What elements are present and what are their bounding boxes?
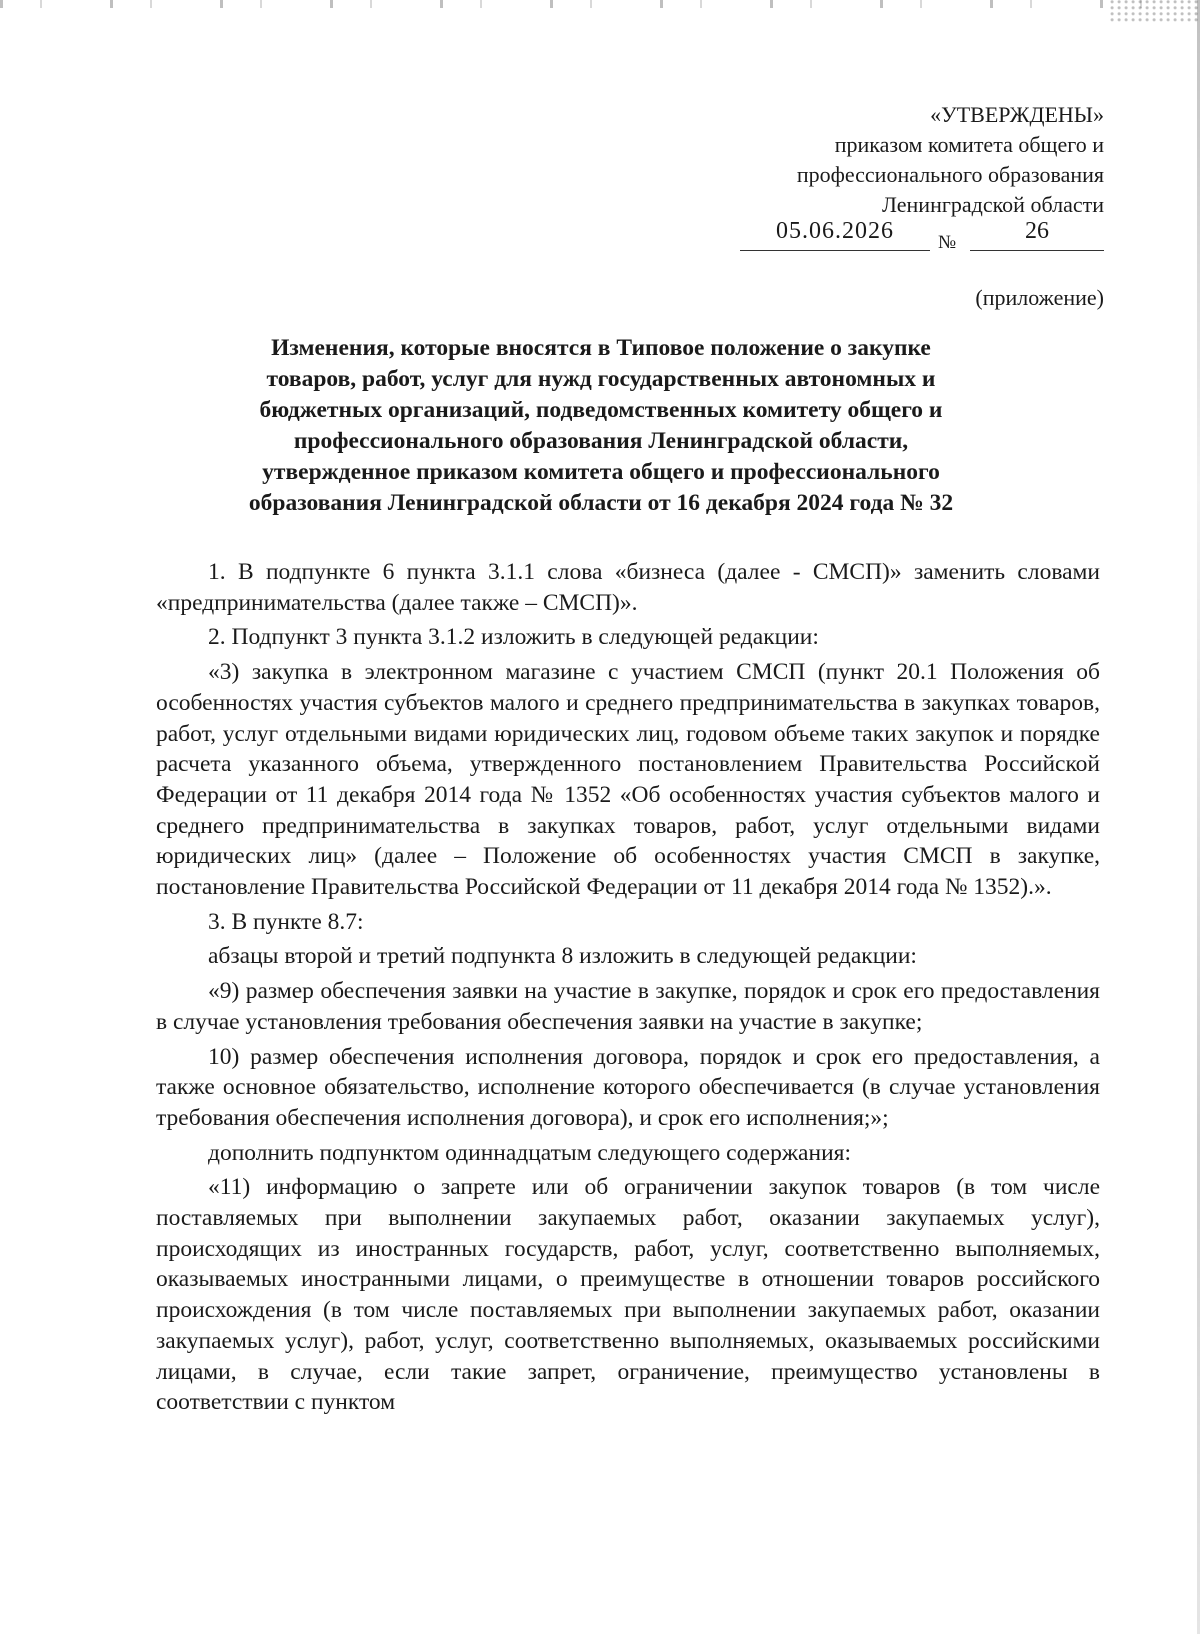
paragraph: абзацы второй и третий подпункта 8 изложить в следующей редакции: [208, 943, 917, 970]
title-line: утвержденное приказом комитета общего и профессионального [262, 459, 940, 485]
paragraph: дополнить подпунктом одиннадцатым следующего содержания: [208, 1139, 851, 1166]
paragraph: 3. В пункте 8.7: [208, 908, 364, 935]
paragraph: «11) информацию о запрете или об ограничении закупок товаров (в том числе поставляемых при выполнении закупаемых работ, оказании закупаемых услуг), происходящих из иностранных государств, работ, услуг, соответственно выполняемых, оказываемых иностранными лицами, о преимуществе в отношении товаров российского происхождения (в том числе поставляемых при выполнении закупаемых работ, оказании закупаемых услуг), работ, услуг, соответственно выполняемых, оказываемых российскими лицами, в случае, если такие запрет, ограничение, преимущество установлены в соответствии с пунктом [156, 1174, 1100, 1416]
title-line: профессионального образования Ленинградской области, [293, 428, 909, 454]
order-number-sign: № [938, 232, 957, 253]
appendix-label: (приложение) [975, 285, 1104, 310]
approval-block [797, 100, 1104, 220]
title-line: бюджетных организаций, подведомственных комитету общего и [259, 397, 943, 423]
order-details [740, 218, 1104, 258]
document-body [156, 557, 1100, 1422]
document-title [156, 333, 1046, 519]
order-date: 05.06.2026 [740, 218, 930, 251]
title-line: Изменения, которые вносятся в Типовое положение о закупке [271, 335, 931, 361]
paragraph: 1. В подпункте 6 пункта 3.1.1 слова «бизнеса (далее - СМСП)» заменить словами «предпринимательства (далее также – СМСП)». [156, 559, 1100, 616]
approval-title: «УТВЕРЖДЕНЫ» [930, 102, 1104, 127]
approval-line: профессионального образования [796, 162, 1104, 187]
paragraph: 10) размер обеспечения исполнения договора, порядок и срок его предоставления, а также основное обязательство, исполнение которого обеспечивается (в случае установления требования обеспечения исполнения договора), и срок его исполнения;»; [156, 1043, 1100, 1131]
title-line: товаров, работ, услуг для нужд государственных автономных и [266, 366, 936, 392]
order-number: 26 [970, 218, 1104, 251]
scan-artifact-top [0, 0, 1200, 8]
paragraph: «9) размер обеспечения заявки на участие в закупке, порядок и срок его предоставления в случае установления требования обеспечения заявки на участие в закупке; [156, 978, 1100, 1035]
scan-artifact-corner [1110, 0, 1200, 22]
approval-line: Ленинградской области [882, 192, 1104, 217]
title-line: образования Ленинградской области от 16 декабря 2024 года № 32 [248, 490, 954, 516]
approval-line: приказом комитета общего и [834, 132, 1104, 157]
paragraph: «3) закупка в электронном магазине с участием СМСП (пункт 20.1 Положения об особенностях участия субъектов малого и среднего предпринимательства в закупках товаров, работ, услуг отдельными видами юридических лиц, годовом объеме таких закупок и порядке расчета указанного объема, утвержденного постановлением Правительства Российской Федерации от 11 декабря 2014 года № 1352 «Об особенностях участия субъектов малого и среднего предпринимательства в закупках товаров, работ, услуг отдельными видами юридических лиц» (далее – Положение об особенностях участия СМСП в закупке, постановление Правительства Российской Федерации от 11 декабря 2014 года № 1352).». [156, 659, 1100, 901]
paragraph: 2. Подпункт 3 пункта 3.1.2 изложить в следующей редакции: [208, 624, 819, 651]
